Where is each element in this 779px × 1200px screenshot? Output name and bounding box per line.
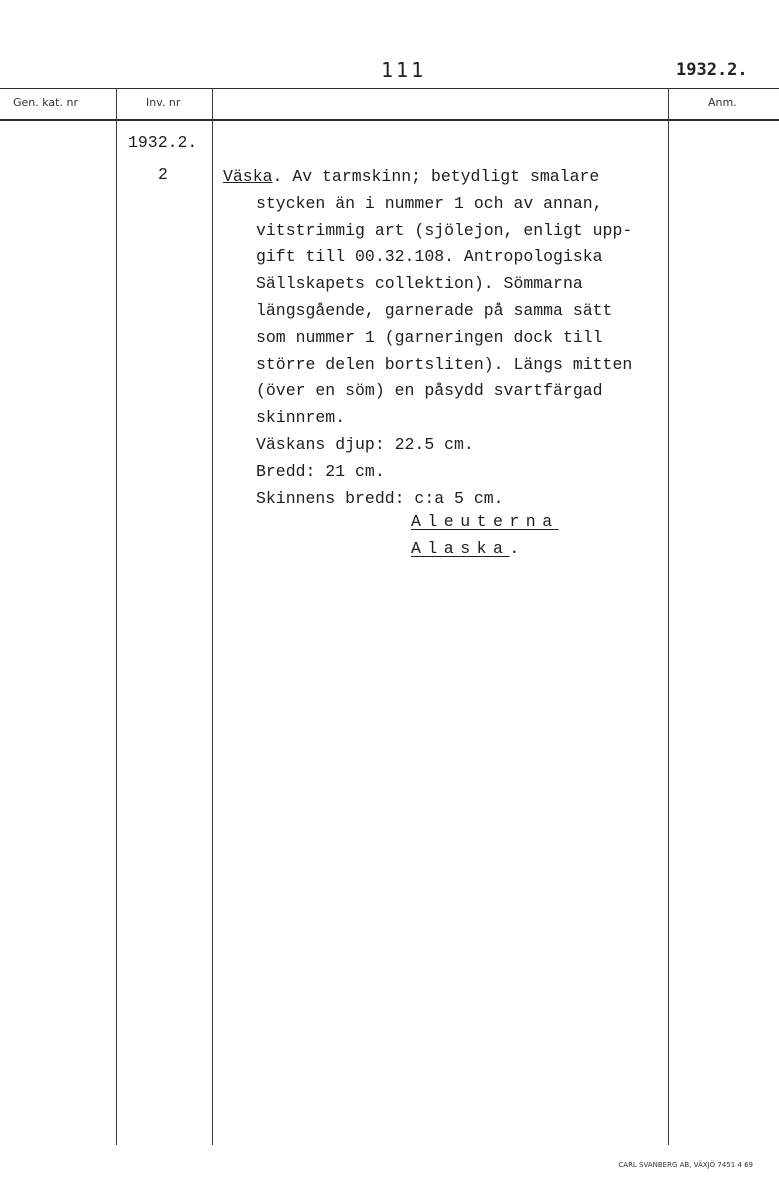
description-line: (över en söm) en påsydd svartfärgad (256, 381, 603, 401)
place-alaska-period: . (509, 539, 520, 558)
collection-number: 1932.2. (128, 133, 198, 152)
column-divider-3 (668, 88, 669, 1145)
measurement-depth: Väskans djup: 22.5 cm. (256, 434, 474, 454)
entry-description (223, 164, 632, 512)
column-divider-2 (212, 88, 213, 1145)
measurement-skin-width: Skinnens bredd: c:a 5 cm. (256, 488, 504, 508)
header-anm: Anm. (708, 96, 737, 109)
header-inv-nr: Inv. nr (146, 96, 181, 109)
collection-number-top: 1932.2. (676, 60, 748, 80)
description-line: gift till 00.32.108. Antropologiska (256, 247, 603, 267)
header-gen-kat-nr: Gen. kat. nr (13, 96, 78, 109)
description-line: Sällskapets collektion). Sömmarna (256, 274, 583, 294)
description-line: stycken än i nummer 1 och av annan, (256, 193, 603, 213)
description-line: som nummer 1 (garneringen dock till (256, 327, 603, 347)
page-number: 111 (381, 58, 427, 82)
description-line: längsgående, garnerade på samma sätt (256, 300, 613, 320)
object-title: Väska (223, 167, 273, 186)
place-alaska: Alaska (411, 539, 510, 558)
printer-mark: CARL SVANBERG AB, VÄXJÖ 7451 4 69 (618, 1161, 753, 1169)
description-line-1: Väska. Av tarmskinn; betydligt smalare (223, 167, 600, 186)
description-line: skinnrem. (256, 408, 346, 428)
place-alaska-line (411, 539, 519, 558)
description-line: vitstrimmig art (sjölejon, enligt upp- (256, 220, 633, 240)
measurement-width: Bredd: 21 cm. (256, 461, 385, 481)
inventory-number: 2 (158, 165, 168, 184)
column-divider-1 (116, 88, 117, 1145)
place-aleuterna: Aleuterna (411, 512, 559, 531)
description-line: större delen bortsliten). Längs mitten (256, 354, 633, 374)
